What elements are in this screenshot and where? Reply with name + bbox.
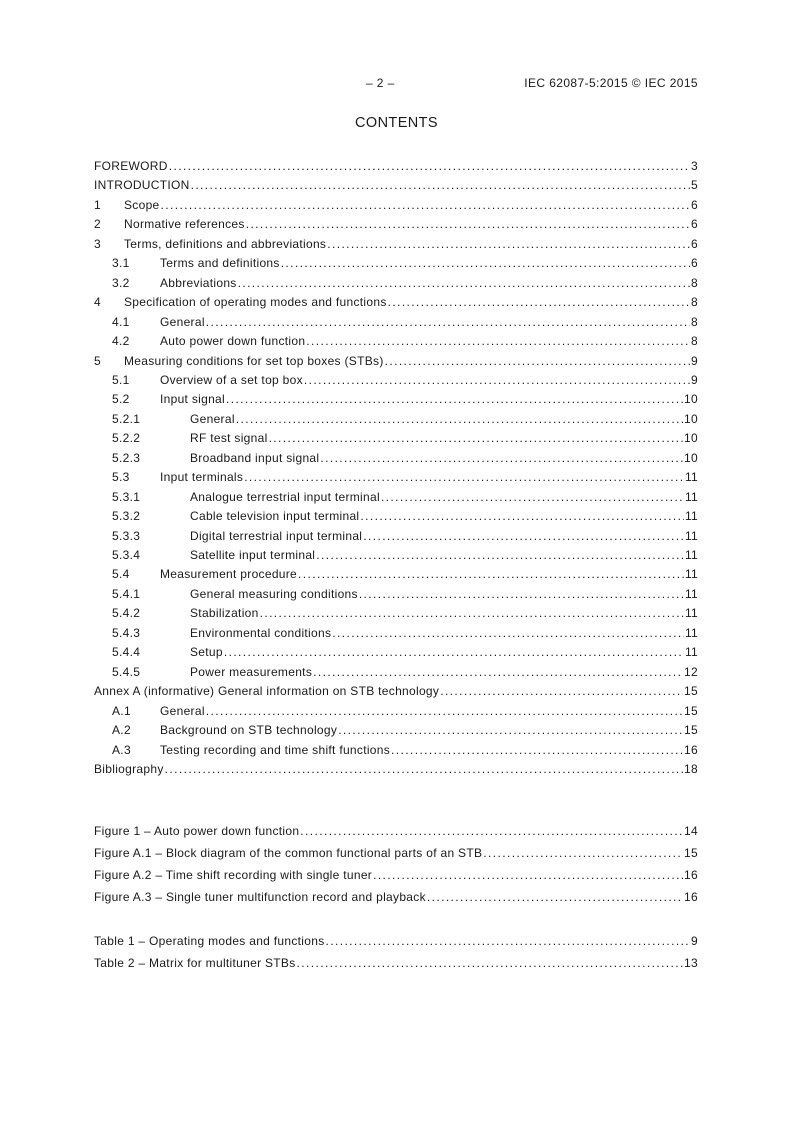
dot-leader <box>306 333 690 349</box>
entry-number: 5.3.4 <box>112 548 141 562</box>
dot-leader <box>244 469 684 485</box>
page-ref: 16 <box>684 742 698 757</box>
dot-leader <box>381 489 684 505</box>
entry-title: Cable television input terminal <box>190 509 360 524</box>
dot-leader <box>391 742 683 758</box>
entry-title: Specification of operating modes and functions <box>124 295 387 310</box>
dot-leader <box>326 933 691 949</box>
entry-title: FOREWORD <box>94 159 168 173</box>
entry-number: 5.4.2 <box>112 606 141 621</box>
dot-leader <box>385 353 690 369</box>
entry-title: General measuring conditions <box>190 586 358 601</box>
entry-number: 1 <box>94 197 101 212</box>
dot-leader <box>206 314 690 330</box>
toc-entry[interactable] <box>94 255 698 271</box>
toc-entry[interactable] <box>94 372 698 388</box>
entry-title: Table 1 – Operating modes and functions <box>94 934 325 948</box>
page-ref: 15 <box>684 684 698 699</box>
page-ref: 11 <box>684 625 698 640</box>
entry-title: Bibliography <box>94 761 164 776</box>
page-ref: 11 <box>684 489 698 504</box>
entry-number: 5.4.5 <box>112 664 141 679</box>
page-ref: 11 <box>684 606 698 621</box>
toc-entry[interactable] <box>94 430 698 446</box>
dot-leader <box>297 955 684 971</box>
entry-title: Environmental conditions <box>190 625 332 640</box>
toc-entry[interactable] <box>94 391 698 407</box>
dot-leader <box>304 372 690 388</box>
toc-entry[interactable] <box>94 411 698 427</box>
entry-number: 5.2 <box>112 392 130 407</box>
toc-entry[interactable] <box>94 683 698 699</box>
entry-number: 3 <box>94 236 101 251</box>
toc-entry[interactable] <box>94 508 698 524</box>
toc-entry[interactable] <box>94 547 698 563</box>
entry-title: Satellite input terminal <box>190 548 316 562</box>
dot-leader <box>338 722 683 738</box>
page-ref: 3 <box>691 159 698 173</box>
entry-number: 5.2.1 <box>112 411 141 426</box>
toc-entry[interactable] <box>94 528 698 544</box>
figure-entry[interactable] <box>94 823 698 839</box>
entry-title: Setup <box>190 645 223 660</box>
entry-title: Terms, definitions and abbreviations <box>124 236 327 251</box>
entry-title: INTRODUCTION <box>94 178 190 193</box>
page-ref: 6 <box>691 217 698 232</box>
toc-entry[interactable] <box>94 761 698 777</box>
dot-leader <box>246 216 690 232</box>
entry-title: Figure A.1 – Block diagram of the common functional parts of an STB <box>94 846 483 860</box>
entry-number: 5.3.3 <box>112 528 141 543</box>
entry-number: 5.4.3 <box>112 625 141 640</box>
toc-entry[interactable] <box>94 489 698 505</box>
page-ref: 11 <box>684 567 698 582</box>
dot-leader <box>313 664 683 680</box>
dot-leader <box>332 625 684 641</box>
entry-number: A.2 <box>112 723 131 738</box>
entry-title: Annex A (informative) General information on STB technology <box>94 684 440 699</box>
page-ref: 12 <box>684 664 698 679</box>
toc-entry[interactable] <box>94 722 698 738</box>
entry-number: 3.1 <box>112 256 130 271</box>
page-ref: 8 <box>691 295 698 310</box>
entry-title: Abbreviations <box>160 275 237 290</box>
toc-entry[interactable] <box>94 703 698 719</box>
entry-title: Figure 1 – Auto power down function <box>94 824 300 838</box>
contents-title: CONTENTS <box>355 115 438 131</box>
entry-title: Scope <box>124 197 160 212</box>
entry-number: 5.4.4 <box>112 645 141 660</box>
toc-entry[interactable] <box>94 450 698 466</box>
entry-title: Digital terrestrial input terminal <box>190 528 363 543</box>
entry-title: Table 2 – Matrix for multituner STBs <box>94 956 296 970</box>
page-ref: 18 <box>684 761 698 776</box>
toc-entry[interactable] <box>94 644 698 660</box>
dot-leader <box>269 430 683 446</box>
page-ref: 15 <box>684 846 698 860</box>
page-ref: 10 <box>684 411 698 426</box>
dot-leader <box>165 761 683 777</box>
page-ref: 6 <box>691 197 698 212</box>
entry-number: A.3 <box>112 742 131 757</box>
toc-entry[interactable] <box>94 197 698 213</box>
entry-number: 3.2 <box>112 275 130 290</box>
toc-entry[interactable] <box>94 216 698 232</box>
dot-leader <box>440 683 683 699</box>
dot-leader <box>360 508 684 524</box>
page-ref: 8 <box>691 314 698 329</box>
dot-leader <box>316 547 684 563</box>
page-ref: 8 <box>691 334 698 349</box>
page-ref: 11 <box>684 645 698 660</box>
entry-title: General <box>160 703 205 718</box>
toc-entry[interactable] <box>94 742 698 758</box>
dot-leader <box>427 889 683 905</box>
entry-number: 2 <box>94 217 101 232</box>
page-ref: 11 <box>684 586 698 601</box>
entry-number: 5.3 <box>112 470 130 485</box>
entry-title: Normative references <box>124 217 245 232</box>
entry-title: Auto power down function <box>160 334 306 349</box>
entry-number: 5.4.1 <box>112 586 141 601</box>
entry-number: 4.2 <box>112 334 130 349</box>
dot-leader <box>483 845 683 861</box>
page-ref: 8 <box>691 275 698 290</box>
entry-title: General <box>160 314 205 329</box>
entry-title: Measurement procedure <box>160 567 298 582</box>
page-ref: 9 <box>691 353 698 368</box>
page-ref: 15 <box>684 703 698 718</box>
dot-leader <box>300 823 683 839</box>
page-ref: 14 <box>684 824 698 838</box>
dot-leader <box>236 411 683 427</box>
entry-number: 5.1 <box>112 372 130 387</box>
entry-title: Power measurements <box>190 664 313 679</box>
entry-number: A.1 <box>112 703 131 718</box>
document-reference: IEC 62087-5:2015 © IEC 2015 <box>524 76 698 90</box>
page-ref: 6 <box>691 256 698 271</box>
page-ref: 11 <box>684 470 698 485</box>
figure-entry[interactable] <box>94 889 698 905</box>
toc-entry[interactable] <box>94 469 698 485</box>
dot-leader <box>359 586 684 602</box>
toc-entry[interactable] <box>94 158 698 174</box>
toc-entry[interactable] <box>94 314 698 330</box>
entry-title: Overview of a set top box <box>160 372 303 387</box>
dot-leader <box>206 703 683 719</box>
entry-number: 5.2.2 <box>112 431 141 446</box>
dot-leader <box>238 275 690 291</box>
entry-title: Input signal <box>160 392 225 407</box>
toc-entry[interactable] <box>94 625 698 641</box>
dot-leader <box>260 605 684 621</box>
toc-entry[interactable] <box>94 664 698 680</box>
table-entry[interactable] <box>94 933 698 949</box>
dot-leader <box>169 158 690 174</box>
page-ref: 16 <box>684 868 698 882</box>
toc-entry[interactable] <box>94 333 698 349</box>
entry-title: RF test signal <box>190 431 268 446</box>
table-entry[interactable] <box>94 955 698 971</box>
dot-leader <box>224 644 684 660</box>
toc-entry[interactable] <box>94 605 698 621</box>
toc-entry[interactable] <box>94 566 698 582</box>
page-ref: 10 <box>684 450 698 465</box>
entry-number: 5.4 <box>112 567 130 582</box>
toc-entry[interactable] <box>94 275 698 291</box>
dot-leader <box>298 566 684 582</box>
figure-entry[interactable] <box>94 845 698 861</box>
dot-leader <box>191 177 690 193</box>
toc-entry[interactable] <box>94 177 698 193</box>
dot-leader <box>226 391 683 407</box>
page-ref: 10 <box>684 392 698 407</box>
dot-leader <box>388 294 690 310</box>
dot-leader <box>161 197 690 213</box>
dot-leader <box>373 867 683 883</box>
entry-title: Stabilization <box>190 606 259 621</box>
page-ref: 13 <box>684 956 698 970</box>
entry-number: 5 <box>94 353 101 368</box>
entry-title: Background on STB technology <box>160 723 338 738</box>
page-ref: 5 <box>691 178 698 193</box>
figure-entry[interactable] <box>94 867 698 883</box>
page-ref: 10 <box>684 431 698 446</box>
entry-title: Analogue terrestrial input terminal <box>190 489 380 504</box>
entry-number: 5.3.2 <box>112 509 141 524</box>
page-ref: 11 <box>684 509 698 524</box>
page-ref: 9 <box>691 934 698 948</box>
page-ref: 9 <box>691 372 698 387</box>
entry-number: 5.2.3 <box>112 450 141 465</box>
entry-title: Figure A.2 – Time shift recording with single tuner <box>94 868 373 882</box>
entry-number: 4 <box>94 295 101 310</box>
toc-entry[interactable] <box>94 353 698 369</box>
page-ref: 11 <box>684 528 698 543</box>
entry-number: 5.3.1 <box>112 489 141 504</box>
dot-leader <box>363 528 684 544</box>
entry-title: Input terminals <box>160 470 244 485</box>
page-ref: 15 <box>684 723 698 738</box>
entry-number: 4.1 <box>112 314 130 329</box>
dot-leader <box>327 236 690 252</box>
page-ref: 6 <box>691 236 698 251</box>
dot-leader <box>320 450 683 466</box>
page-number: – 2 – <box>366 76 395 90</box>
toc-entry[interactable] <box>94 294 698 310</box>
entry-title: Broadband input signal <box>190 450 320 465</box>
entry-title: Terms and definitions <box>160 256 280 271</box>
page-ref: 11 <box>684 548 698 562</box>
entry-title: Testing recording and time shift functions <box>160 742 391 757</box>
toc-entry[interactable] <box>94 236 698 252</box>
entry-title: Figure A.3 – Single tuner multifunction record and playback <box>94 890 426 904</box>
toc-entry[interactable] <box>94 586 698 602</box>
page-ref: 16 <box>684 890 698 904</box>
dot-leader <box>281 255 690 271</box>
entry-title: General <box>190 411 235 426</box>
entry-title: Measuring conditions for set top boxes (STBs) <box>124 353 384 368</box>
